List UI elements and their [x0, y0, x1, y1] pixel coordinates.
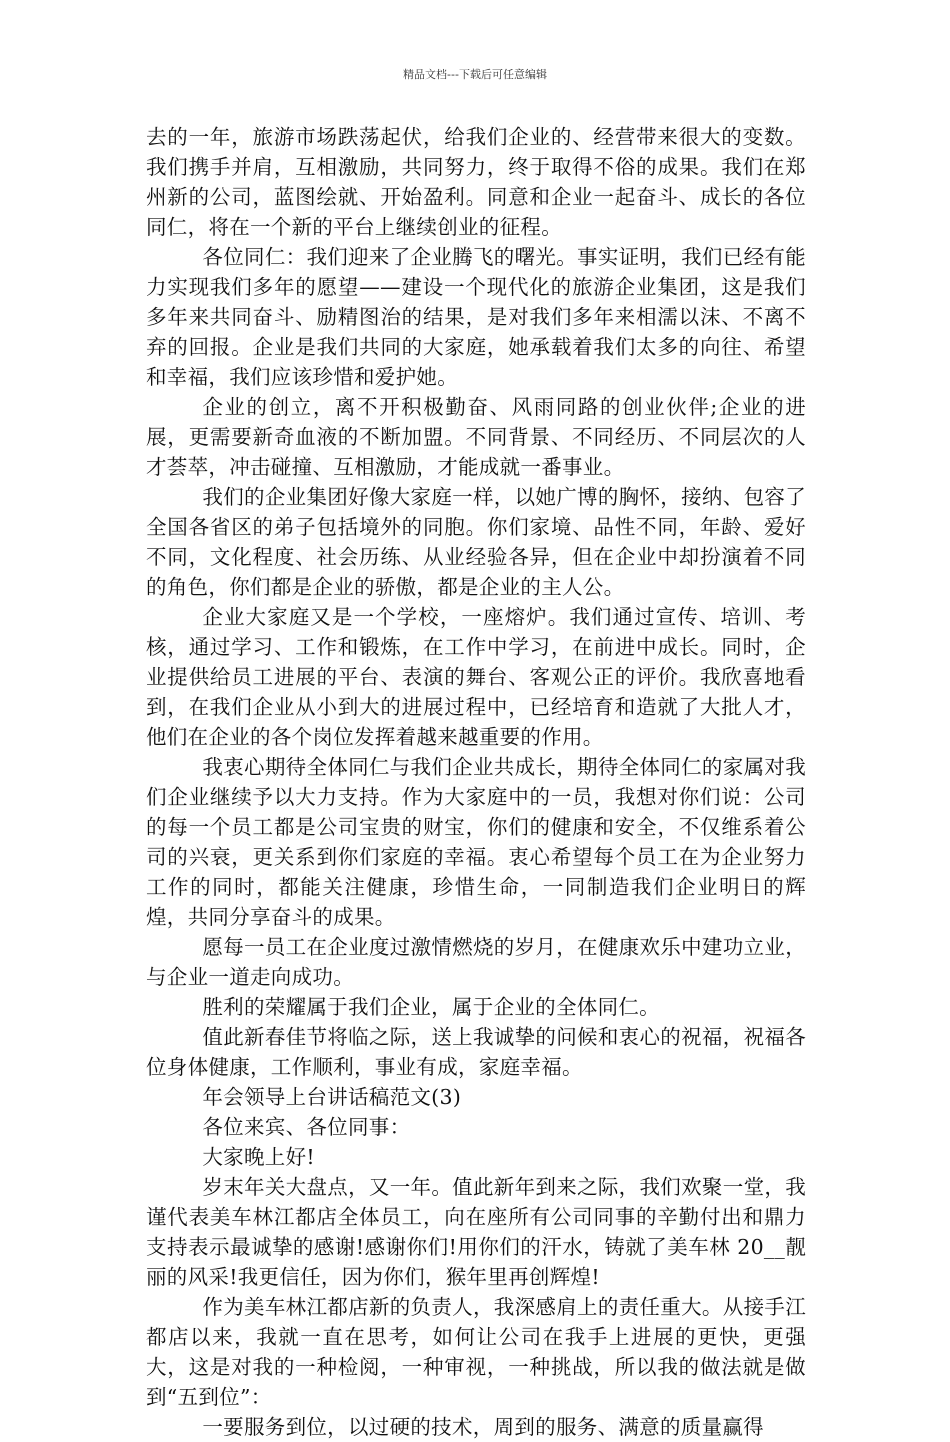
- paragraph: 岁末年关大盘点，又一年。值此新年到来之际，我们欢聚一堂，我谨代表美车林江都店全体员工，向在座所有公司同事的辛勤付出和鼎力支持表示最诚挚的感谢!感谢你们!用你们的汗水，铸就了美车林 20__靓丽的风采!我更信任，因为你们，猴年里再创辉煌!: [146, 1175, 806, 1289]
- page-header: 精品文档---下载后可任意编辑: [403, 68, 547, 81]
- paragraph: 去的一年，旅游市场跌荡起伏，给我们企业的、经营带来很大的变数。我们携手并肩，互相激励，共同努力，终于取得不俗的成果。我们在郑州新的公司，蓝图绘就、开始盈利。同意和企业一起奋斗、成长的各位同仁，将在一个新的平台上继续创业的征程。: [146, 125, 806, 239]
- paragraph: 一要服务到位，以过硬的技术，周到的服务、满意的质量赢得: [202, 1415, 764, 1439]
- paragraph: 各位同仁：我们迎来了企业腾飞的曙光。事实证明，我们已经有能力实现我们多年的愿望——建设一个现代化的旅游企业集团，这是我们多年来共同奋斗、励精图治的结果，是对我们多年来相濡以沫、不离不弃的回报。企业是我们共同的大家庭，她承载着我们太多的向往、希望和幸福，我们应该珍惜和爱护她。: [146, 245, 806, 389]
- paragraph: 企业大家庭又是一个学校，一座熔炉。我们通过宣传、培训、考核，通过学习、工作和锻炼，在工作中学习，在前进中成长。同时，企业提供给员工进展的平台、表演的舞台、客观公正的评价。我欣喜地看到，在我们企业从小到大的进展过程中，已经培育和造就了大批人才，他们在企业的各个岗位发挥着越来越重要的作用。: [146, 605, 806, 749]
- greeting: 大家晚上好!: [202, 1145, 315, 1169]
- paragraph: 胜利的荣耀属于我们企业，属于企业的全体同仁。: [202, 995, 660, 1019]
- section-title: 年会领导上台讲话稿范文(3): [202, 1085, 462, 1109]
- paragraph: 愿每一员工在企业度过激情燃烧的岁月，在健康欢乐中建功立业，与企业一道走向成功。: [146, 935, 806, 989]
- salutation: 各位来宾、各位同事：: [202, 1115, 411, 1139]
- paragraph: 我衷心期待全体同仁与我们企业共成长，期待全体同仁的家属对我们企业继续予以大力支持。作为大家庭中的一员，我想对你们说：公司的每一个员工都是公司宝贵的财宝，你们的健康和安全，不仅维系着公司的兴衰，更关系到你们家庭的幸福。衷心希望每个员工在为企业努力工作的同时，都能关注健康，珍惜生命，一同制造我们企业明日的辉煌，共同分享奋斗的成果。: [146, 755, 806, 929]
- paragraph: 作为美车林江都店新的负责人，我深感肩上的责任重大。从接手江都店以来，我就一直在思考，如何让公司在我手上进展的更快，更强大，这是对我的一种检阅，一种审视，一种挑战，所以我的做法就是做到“五到位”：: [146, 1295, 806, 1409]
- paragraph: 值此新春佳节将临之际，送上我诚挚的问候和衷心的祝福，祝福各位身体健康，工作顺利，事业有成，家庭幸福。: [146, 1025, 806, 1079]
- paragraph: 企业的创立，离不开积极勤奋、风雨同路的创业伙伴;企业的进展，更需要新奇血液的不断加盟。不同背景、不同经历、不同层次的人才荟萃，冲击碰撞、互相激励，才能成就一番事业。: [146, 395, 806, 479]
- document-body: [146, 122, 806, 1442]
- paragraph: 我们的企业集团好像大家庭一样，以她广博的胸怀，接纳、包容了全国各省区的弟子包括境外的同胞。你们家境、品性不同，年龄、爱好不同，文化程度、社会历练、从业经验各异，但在企业中却扮演着不同的角色，你们都是企业的骄傲，都是企业的主人公。: [146, 485, 806, 599]
